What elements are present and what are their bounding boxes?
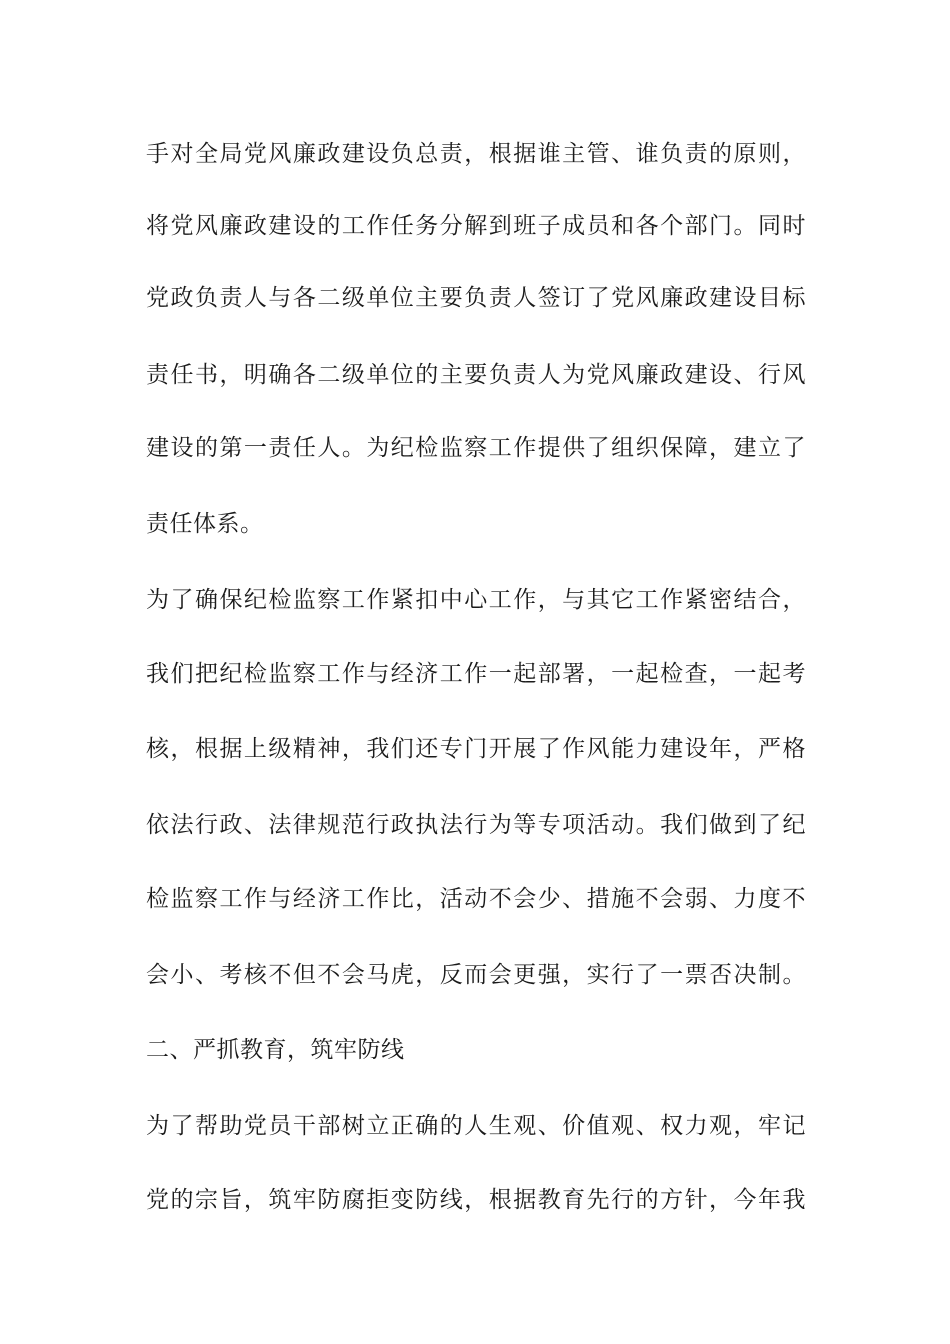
text-line-10: 依法行政、法律规范行政执法行为等专项活动。我们做到了纪 [146, 812, 806, 838]
text-line-7: 为了确保纪检监察工作紧扣中心工作，与其它工作紧密结合， [146, 587, 806, 613]
text-line-9: 核，根据上级精神，我们还专门开展了作风能力建设年，严格 [146, 736, 806, 762]
text-line-15: 党的宗旨，筑牢防腐拒变防线，根据教育先行的方针，今年我 [146, 1187, 806, 1213]
text-line-3: 党政负责人与各二级单位主要负责人签订了党风廉政建设目标 [146, 285, 806, 311]
text-line-14: 为了帮助党员干部树立正确的人生观、价值观、权力观，牢记 [146, 1113, 806, 1139]
section-heading: 二、严抓教育，筑牢防线 [146, 1037, 405, 1063]
text-line-12: 会小、考核不但不会马虎，反而会更强，实行了一票否决制。 [146, 962, 806, 988]
text-line-2: 将党风廉政建设的工作任务分解到班子成员和各个部门。同时 [146, 213, 806, 239]
text-line-5: 建设的第一责任人。为纪检监察工作提供了组织保障，建立了 [146, 435, 806, 461]
text-line-6: 责任体系。 [146, 511, 264, 537]
text-line-1: 手对全局党风廉政建设负总责，根据谁主管、谁负责的原则， [146, 141, 806, 167]
text-line-8: 我们把纪检监察工作与经济工作一起部署，一起检查，一起考 [146, 661, 806, 687]
text-line-4: 责任书，明确各二级单位的主要负责人为党风廉政建设、行风 [146, 362, 806, 388]
text-line-11: 检监察工作与经济工作比，活动不会少、措施不会弱、力度不 [146, 886, 806, 912]
